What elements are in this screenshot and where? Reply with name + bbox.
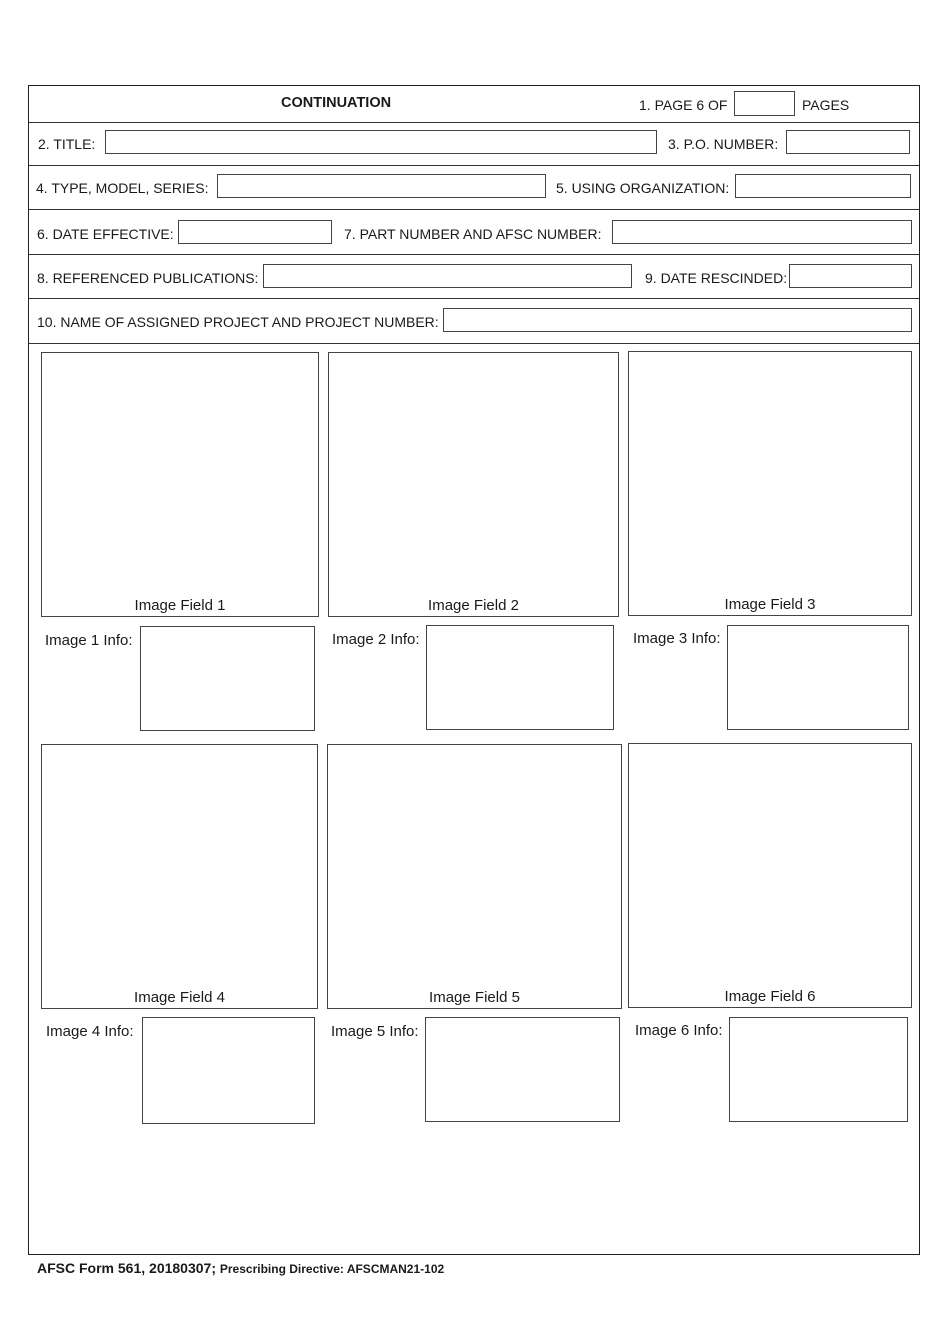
project-row [29, 299, 919, 344]
date-effective-row [29, 210, 919, 255]
header-row [29, 86, 919, 123]
using-organization-input[interactable] [735, 174, 911, 198]
type-row [29, 166, 919, 210]
image-field-caption: Image Field 5 [429, 989, 520, 1006]
form-heading: CONTINUATION [281, 95, 392, 111]
image-field-1[interactable] [41, 352, 319, 617]
form-id: AFSC Form 561, 20180307; [37, 1260, 216, 1276]
date-rescinded-input[interactable] [789, 264, 912, 288]
image-field-caption: Image Field 1 [134, 597, 226, 614]
page-label: 1. PAGE 6 OF [639, 97, 728, 113]
image-field-caption: Image Field 2 [428, 597, 519, 614]
image-info-label: Image 4 Info: [46, 1023, 134, 1040]
po-number-input[interactable] [786, 130, 910, 154]
using-organization-label: 5. USING ORGANIZATION: [556, 180, 730, 196]
part-number-label: 7. PART NUMBER AND AFSC NUMBER: [344, 226, 602, 242]
image-info-label: Image 5 Info: [331, 1023, 419, 1040]
image-info-label: Image 1 Info: [45, 632, 133, 649]
prescribing-directive: Prescribing Directive: AFSCMAN21-102 [219, 1262, 445, 1276]
image-1-info-input[interactable] [140, 626, 315, 731]
image-6-info-input[interactable] [729, 1017, 908, 1122]
project-input[interactable] [443, 308, 912, 332]
title-input[interactable] [105, 130, 657, 154]
form-frame [28, 85, 920, 1255]
image-field-caption: Image Field 3 [724, 596, 816, 613]
image-field-caption: Image Field 4 [134, 989, 225, 1006]
image-3-info-input[interactable] [727, 625, 909, 730]
title-row [29, 123, 919, 166]
image-field-2[interactable] [328, 352, 619, 617]
image-field-3[interactable] [628, 351, 912, 616]
referenced-publications-label: 8. REFERENCED PUBLICATIONS: [37, 270, 259, 286]
part-number-input[interactable] [612, 220, 912, 244]
type-model-series-input[interactable] [217, 174, 546, 198]
image-field-6[interactable] [628, 743, 912, 1008]
image-field-5[interactable] [327, 744, 622, 1009]
page-total-input[interactable] [734, 91, 795, 116]
pages-label: PAGES [802, 97, 850, 113]
image-info-label: Image 2 Info: [332, 631, 420, 648]
po-number-label: 3. P.O. NUMBER: [668, 136, 779, 152]
project-label: 10. NAME OF ASSIGNED PROJECT AND PROJECT NUMBER: [37, 314, 439, 330]
referenced-publications-input[interactable] [263, 264, 632, 288]
image-5-info-input[interactable] [425, 1017, 620, 1122]
title-label: 2. TITLE: [38, 136, 96, 152]
referenced-publications-row [29, 255, 919, 299]
date-rescinded-label: 9. DATE RESCINDED: [645, 270, 788, 286]
image-field-4[interactable] [41, 744, 318, 1009]
image-2-info-input[interactable] [426, 625, 614, 730]
image-info-label: Image 6 Info: [635, 1022, 723, 1039]
form-footer [37, 1260, 444, 1276]
image-info-label: Image 3 Info: [633, 630, 721, 647]
image-field-caption: Image Field 6 [724, 988, 816, 1005]
type-model-series-label: 4. TYPE, MODEL, SERIES: [36, 180, 209, 196]
date-effective-input[interactable] [178, 220, 332, 244]
date-effective-label: 6. DATE EFFECTIVE: [37, 226, 174, 242]
image-4-info-input[interactable] [142, 1017, 315, 1124]
